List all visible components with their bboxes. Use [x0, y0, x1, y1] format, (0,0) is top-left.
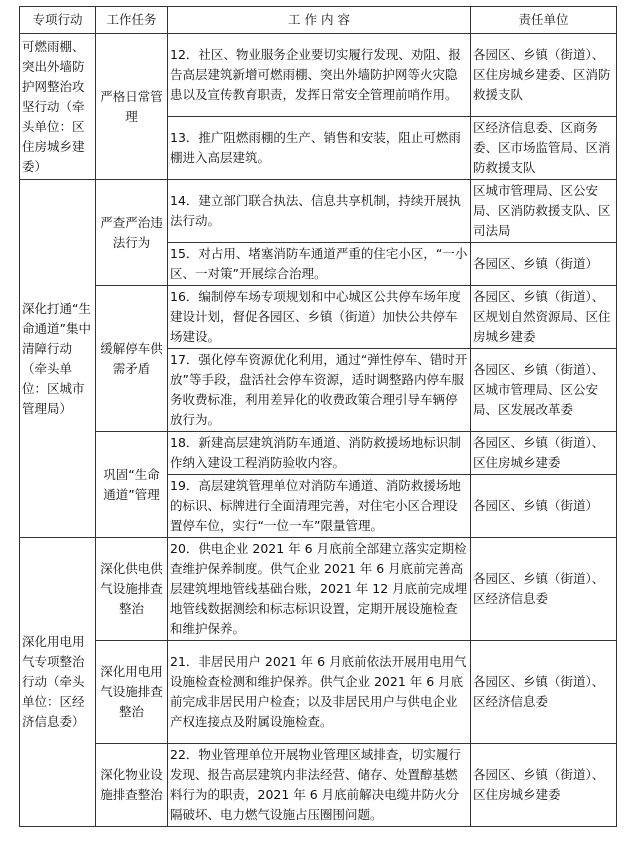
content-cell: 17．强化停车资源优化利用，通过“弹性停车、错时开放”等手段，盘活社会停车资源，适时调整路内停车服务收费标准，利用差异化的收费政策合理引导车辆停放行为。	[168, 349, 471, 432]
action-cell: 深化用电用气专项整治行动（牵头单位：区经济信息委）	[20, 538, 96, 827]
content-cell: 22．物业管理单位开展物业管理区域排查，切实履行发现、报告高层建筑内非法经营、储存、处置醇基燃料行为的职责，2021 年 6 月底前解决电缆井防火分隔破坏、电力燃气设施占压圈围问题。	[168, 744, 471, 827]
content-cell: 14．建立部门联合执法、信息共享机制，持续开展执法行动。	[168, 180, 471, 243]
responsible-cell: 各园区、乡镇（街道）、区城市管理局、区公安局、区发展改革委	[471, 349, 617, 432]
table-row	[20, 180, 617, 243]
table-header-row	[20, 7, 617, 34]
task-cell: 深化用电用气设施排查整治	[96, 641, 168, 744]
responsible-cell: 各园区、乡镇（街道）	[471, 475, 617, 538]
content-cell: 19．高层建筑管理单位对消防车通道、消防救援场地的标识、标牌进行全面清理完善，对住宅小区合理设置停车位，实行“一位一车”限量管理。	[168, 475, 471, 538]
responsible-cell: 各园区、乡镇（街道）、区住房城乡建委	[471, 744, 617, 827]
table-row	[20, 538, 617, 641]
content-cell: 13．推广阻燃雨棚的生产、销售和安装，阻止可燃雨棚进入高层建筑。	[168, 117, 471, 180]
task-table	[19, 6, 617, 827]
header-content: 工 作 内 容	[168, 7, 471, 34]
task-cell: 缓解停车供需矛盾	[96, 286, 168, 432]
content-cell: 18．新建高层建筑消防车通道、消防救援场地标识制作纳入建设工程消防验收内容。	[168, 432, 471, 475]
responsible-cell: 各园区、乡镇（街道）、区住房城乡建委	[471, 432, 617, 475]
responsible-cell: 各园区、乡镇（街道）	[471, 243, 617, 286]
action-cell: 深化打通“生命通道”集中清障行动（牵头单位：区城市管理局）	[20, 180, 96, 538]
responsible-cell: 各园区、乡镇（街道）、区住房城乡建委、区消防救援支队	[471, 34, 617, 117]
task-cell: 巩固“生命通道”管理	[96, 432, 168, 538]
responsible-cell: 各园区、乡镇（街道）、区经济信息委	[471, 641, 617, 744]
responsible-cell: 区经济信息委、区商务委、区市场监管局、区消防救援支队	[471, 117, 617, 180]
action-cell: 可燃雨棚、突出外墙防护网整治攻坚行动（牵头单位：区住房城乡建委）	[20, 34, 96, 180]
content-cell: 21．非居民用户 2021 年 6 月底前依法开展用电用气设施检查检测和维护保养。供气企业 2021 年 6 月底前完成非居民用户检查；以及非居民用户与供电企业产权连接点及附属设施检查。	[168, 641, 471, 744]
task-cell: 深化物业设施排查整治	[96, 744, 168, 827]
responsible-cell: 各园区、乡镇（街道）、区规划自然资源局、区住房城乡建委	[471, 286, 617, 349]
content-cell: 20．供电企业 2021 年 6 月底前全部建立落实定期检查维护保养制度。供气企业 2021 年 6 月底前完善高层建筑埋地管线基础台账，2021 年 12 月底前完成埋地管线数据测绘和标志标识设置，定期开展设施检查和维护保养。	[168, 538, 471, 641]
table-row	[20, 34, 617, 117]
table-row	[20, 744, 617, 827]
header-responsible: 责任单位	[471, 7, 617, 34]
header-action: 专项行动	[20, 7, 96, 34]
task-cell: 严格日常管理	[96, 34, 168, 180]
content-cell: 15．对占用、堵塞消防车通道严重的住宅小区，“一小区、一对策”开展综合治理。	[168, 243, 471, 286]
table-row	[20, 432, 617, 475]
responsible-cell: 区城市管理局、区公安局、区消防救援支队、区司法局	[471, 180, 617, 243]
table-row	[20, 286, 617, 349]
content-cell: 16．编制停车场专项规划和中心城区公共停车场年度建设计划，督促各园区、乡镇（街道）加快公共停车场建设。	[168, 286, 471, 349]
table-row	[20, 641, 617, 744]
header-task: 工作任务	[96, 7, 168, 34]
task-cell: 深化供电供气设施排查整治	[96, 538, 168, 641]
responsible-cell: 各园区、乡镇（街道）、区经济信息委	[471, 538, 617, 641]
content-cell: 12．社区、物业服务企业要切实履行发现、劝阻、报告高层建筑新增可燃雨棚、突出外墙防护网等火灾隐患以及宣传教育职责，发挥日常安全管理前哨作用。	[168, 34, 471, 117]
task-cell: 严查严治违法行为	[96, 180, 168, 286]
